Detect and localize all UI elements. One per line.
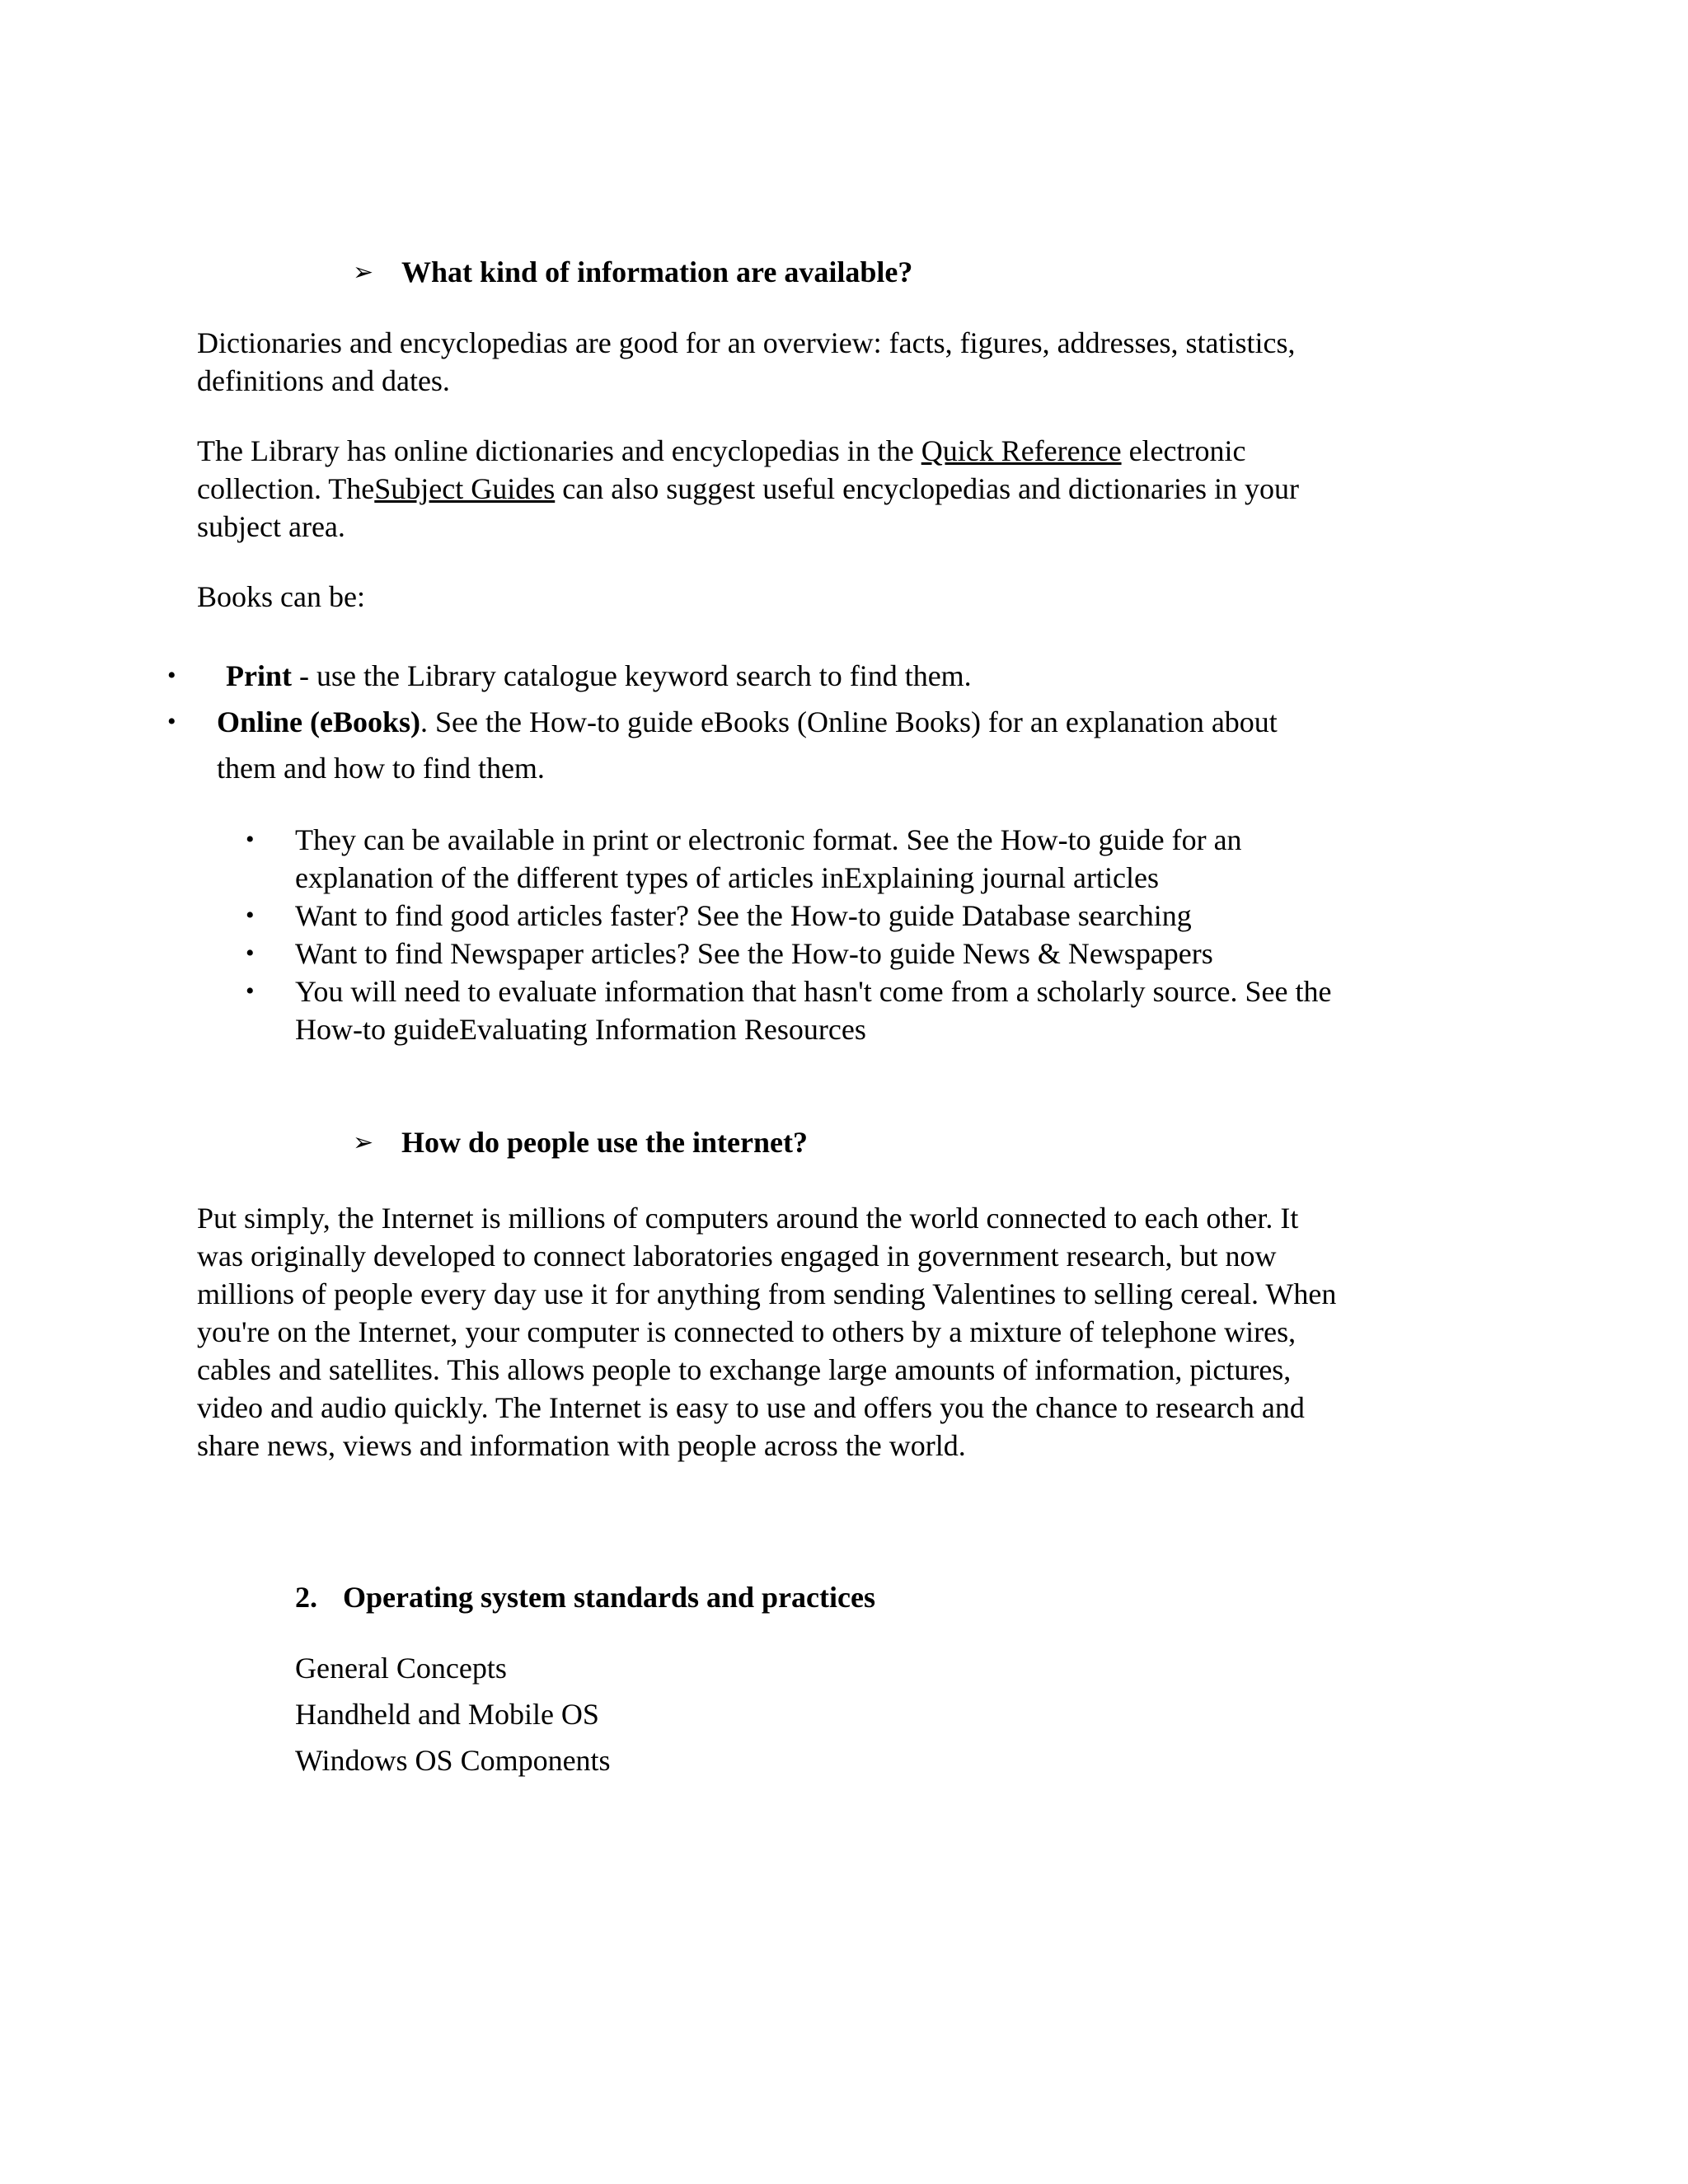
topic-item: Handheld and Mobile OS: [295, 1698, 599, 1731]
bullet-icon: •: [167, 662, 176, 689]
text-fragment: The Library has online dictionaries and encyclopedias in the: [197, 434, 921, 467]
bullet-icon: •: [246, 940, 255, 967]
topic-item: General Concepts: [295, 1652, 507, 1685]
paragraph-line: video and audio quickly. The Internet is easy to use and offers you the chance to research and: [197, 1391, 1305, 1424]
topic-item: Windows OS Components: [295, 1744, 611, 1777]
paragraph-line: [197, 470, 1299, 508]
section-heading-internet: How do people use the internet?: [401, 1126, 808, 1159]
quick-reference-link[interactable]: Quick Reference: [921, 434, 1122, 467]
paragraph-line: millions of people every day use it for anything from sending Valentines to selling cereal. When: [197, 1277, 1337, 1310]
list-item-text: - use the Library catalogue keyword search to find them.: [291, 659, 972, 692]
books-intro: Books can be:: [197, 580, 365, 613]
paragraph-line: [197, 432, 1245, 470]
book-type-online: Online (eBooks): [217, 705, 421, 738]
bullet-icon: •: [246, 902, 255, 929]
section-number: 2.: [295, 1581, 317, 1614]
paragraph-line: share news, views and information with people across the world.: [197, 1429, 966, 1462]
subject-guides-link[interactable]: Subject Guides: [374, 472, 556, 505]
paragraph-line: you're on the Internet, your computer is connected to others by a mixture of telephone wires,: [197, 1315, 1296, 1348]
paragraph-line: definitions and dates.: [197, 364, 450, 397]
list-item: You will need to evaluate information that hasn't come from a scholarly source. See the: [295, 975, 1332, 1008]
list-item-continuation: them and how to find them.: [217, 752, 545, 785]
paragraph-line: cables and satellites. This allows people to exchange large amounts of information, pictures,: [197, 1353, 1292, 1386]
bullet-icon: •: [246, 977, 255, 1005]
paragraph-line: Dictionaries and encyclopedias are good for an overview: facts, figures, addresses, statistics,: [197, 326, 1296, 359]
list-item-continuation: How-to guideEvaluating Information Resources: [295, 1013, 866, 1046]
book-type-print: Print: [226, 659, 292, 692]
bullet-icon: •: [167, 708, 176, 735]
list-item: [226, 657, 972, 695]
text-fragment: collection. The: [197, 472, 375, 505]
paragraph-line: was originally developed to connect laboratories engaged in government research, but now: [197, 1240, 1277, 1272]
arrow-bullet-icon: ➢: [353, 259, 374, 286]
text-fragment: electronic: [1121, 434, 1246, 467]
paragraph-line: Put simply, the Internet is millions of computers around the world connected to each other. It: [197, 1202, 1299, 1235]
list-item-continuation: explanation of the different types of articles inExplaining journal articles: [295, 861, 1159, 894]
list-item: Want to find good articles faster? See the How-to guide Database searching: [295, 899, 1192, 932]
list-item: They can be available in print or electronic format. See the How-to guide for an: [295, 823, 1242, 856]
arrow-bullet-icon: ➢: [353, 1129, 374, 1156]
list-item: Want to find Newspaper articles? See the How-to guide News & Newspapers: [295, 937, 1213, 970]
bullet-icon: •: [246, 826, 255, 853]
list-item: [217, 703, 1278, 741]
section-heading-information: What kind of information are available?: [401, 255, 913, 288]
paragraph-line: subject area.: [197, 510, 345, 543]
section-heading-os: Operating system standards and practices: [343, 1581, 875, 1614]
text-fragment: can also suggest useful encyclopedias and dictionaries in your: [555, 472, 1299, 505]
list-item-text: . See the How-to guide eBooks (Online Books) for an explanation about: [420, 705, 1278, 738]
